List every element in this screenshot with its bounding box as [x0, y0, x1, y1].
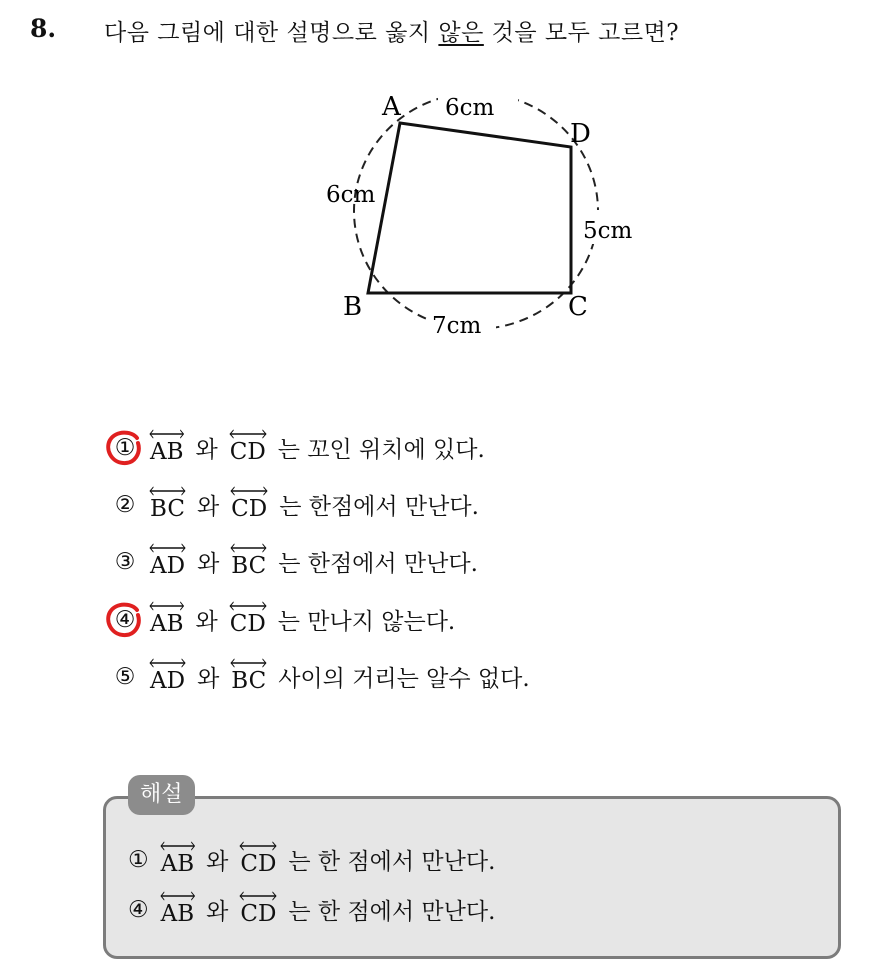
explanation-line-2 — [128, 893, 495, 926]
length-dc-label: 5cm — [583, 218, 633, 244]
choice-number — [110, 492, 140, 518]
double-arrow-icon — [229, 429, 267, 439]
choice-number — [110, 664, 140, 690]
explanation-text: 는 한 점에서 만난다. — [288, 899, 496, 925]
choice-number — [110, 435, 140, 461]
quadrilateral-figure — [300, 80, 660, 350]
line-symbol — [240, 893, 276, 926]
line-name: AB — [150, 439, 184, 465]
line-symbol — [231, 660, 266, 693]
double-arrow-icon — [149, 429, 185, 439]
double-arrow-icon — [229, 601, 267, 611]
choice-text: 는 한점에서 만난다. — [279, 494, 479, 520]
double-arrow-icon — [230, 543, 267, 553]
line-symbol — [150, 431, 184, 464]
choice-text: 사이의 거리는 알수 없다. — [278, 666, 530, 692]
choice-1[interactable] — [110, 431, 485, 464]
question-text-part: 다음 그림에 대한 설명으로 옳지 — [104, 20, 439, 46]
choice-text: 는 꼬인 위치에 있다. — [277, 437, 485, 463]
choice-joiner: 와 — [197, 666, 220, 692]
double-arrow-icon — [160, 841, 196, 851]
line-name: AD — [150, 553, 186, 579]
length-ad-label: 6cm — [445, 95, 495, 121]
explanation-joiner: 와 — [206, 899, 229, 925]
point-c-label: C — [568, 292, 588, 322]
double-arrow-icon — [160, 891, 196, 901]
line-name: BC — [231, 668, 267, 694]
choice-2[interactable] — [110, 488, 479, 521]
choice-joiner: 와 — [197, 551, 220, 577]
line-name: AD — [150, 668, 186, 694]
choice-text: 는 만나지 않는다. — [277, 609, 456, 635]
choice-joiner: 와 — [195, 437, 218, 463]
double-arrow-icon — [239, 841, 277, 851]
line-symbol — [161, 893, 195, 926]
line-name: AB — [150, 611, 184, 637]
choice-joiner: 와 — [195, 609, 218, 635]
point-b-label: B — [343, 292, 363, 322]
choice-number-text: ③ — [114, 548, 136, 575]
double-arrow-icon — [239, 891, 277, 901]
line-symbol — [231, 488, 267, 521]
line-name: CD — [240, 901, 277, 927]
choice-number — [110, 607, 140, 633]
line-name: CD — [240, 851, 277, 877]
line-symbol — [240, 843, 276, 876]
choice-number-text: ② — [114, 491, 136, 518]
red-circle-mark-icon — [104, 600, 144, 640]
line-symbol — [150, 660, 185, 693]
double-arrow-icon — [149, 658, 186, 668]
point-d-label: D — [570, 119, 591, 149]
length-bc-label: 7cm — [432, 313, 482, 339]
red-circle-mark-icon — [104, 428, 144, 468]
choice-number-text: ④ — [114, 606, 136, 633]
line-symbol — [150, 488, 185, 521]
point-a-label: A — [382, 92, 401, 122]
explanation-number: ① — [128, 846, 149, 873]
question-text-part: 것을 모두 고르면? — [483, 20, 680, 46]
choice-joiner: 와 — [196, 494, 220, 520]
choice-4[interactable] — [110, 603, 455, 636]
line-name: AB — [160, 901, 195, 927]
double-arrow-icon — [149, 601, 185, 611]
explanation-line-1 — [128, 843, 495, 876]
double-arrow-icon — [230, 658, 267, 668]
line-symbol — [150, 545, 185, 578]
choice-number-text: ① — [114, 434, 136, 461]
line-name: BC — [231, 553, 267, 579]
length-ab-label: 6cm — [326, 182, 376, 208]
line-symbol — [150, 603, 184, 636]
line-name: CD — [229, 439, 266, 465]
double-arrow-icon — [149, 543, 186, 553]
explanation-text: 는 한 점에서 만난다. — [288, 849, 496, 875]
question-number: 8. — [30, 14, 57, 43]
choice-text: 는 한점에서 만난다. — [278, 551, 478, 577]
line-name: AB — [160, 851, 195, 877]
question-text — [104, 14, 679, 47]
choice-number-text: ⑤ — [114, 663, 136, 690]
double-arrow-icon — [149, 486, 186, 496]
explanation-number: ④ — [128, 896, 149, 923]
choice-3[interactable] — [110, 545, 478, 578]
double-arrow-icon — [230, 486, 268, 496]
explanation-joiner: 와 — [206, 849, 229, 875]
line-symbol — [230, 603, 266, 636]
quadrilateral-abcd — [368, 123, 571, 293]
line-name: CD — [229, 611, 266, 637]
choice-5[interactable] — [110, 660, 530, 693]
line-symbol — [231, 545, 266, 578]
choice-number — [110, 549, 140, 575]
line-name: BC — [150, 496, 185, 522]
line-symbol — [161, 843, 195, 876]
explanation-tag: 해설 — [128, 775, 195, 815]
line-name: CD — [231, 496, 268, 522]
question-underlined-word: 않은 — [438, 20, 484, 46]
explanation-box — [103, 796, 841, 959]
line-symbol — [230, 431, 266, 464]
